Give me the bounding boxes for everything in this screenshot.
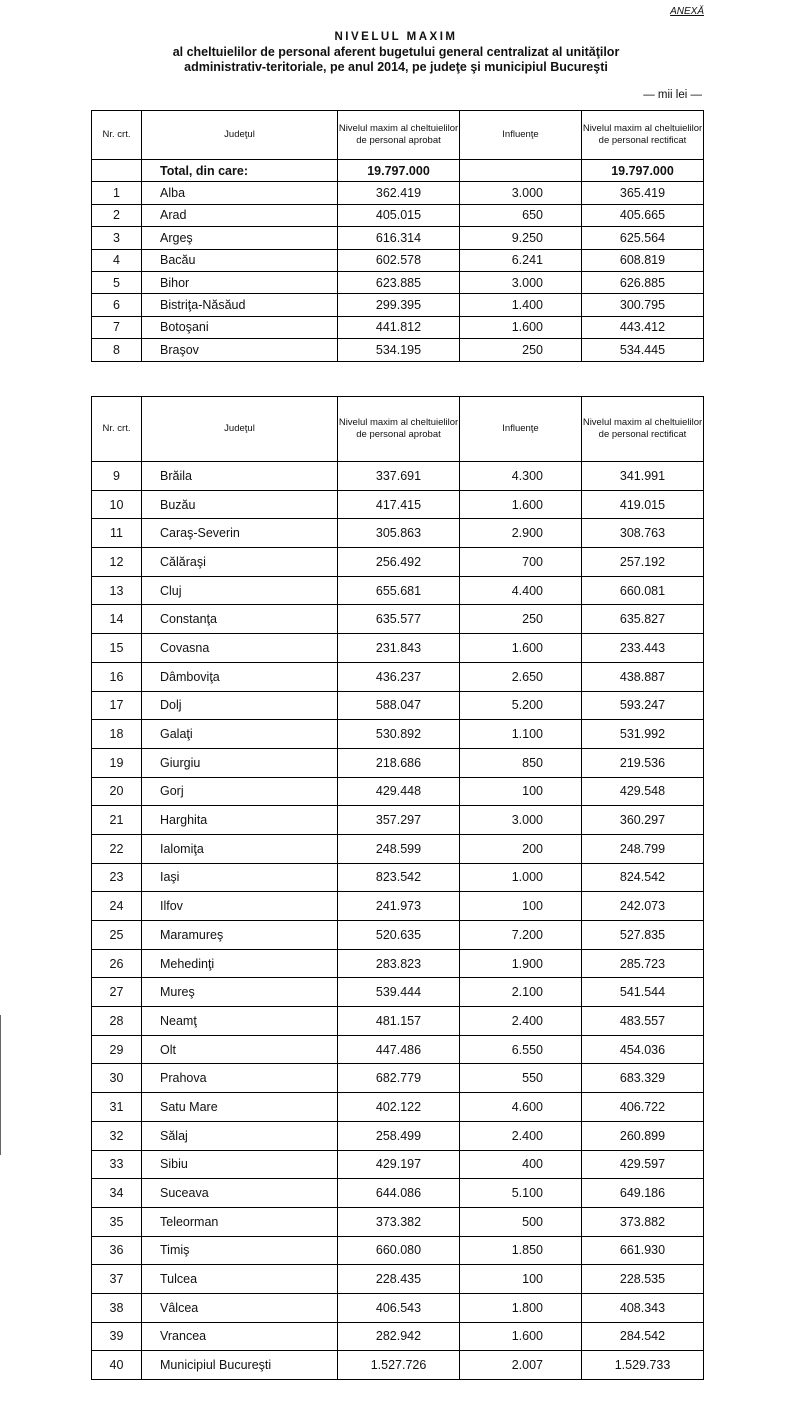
row-rectificat: 626.885 (582, 271, 704, 293)
row-aprobat: 441.812 (338, 316, 460, 338)
row-judet: Teleorman (142, 1207, 338, 1236)
row-aprobat: 635.577 (338, 605, 460, 634)
row-judet: Cluj (142, 576, 338, 605)
table-row (92, 949, 704, 978)
row-aprobat: 588.047 (338, 691, 460, 720)
table-row (92, 605, 704, 634)
row-judet: Călăraşi (142, 548, 338, 577)
header-influente: Influenţe (460, 111, 582, 160)
row-influente: 550 (460, 1064, 582, 1093)
row-nr: 3 (92, 227, 142, 249)
row-nr: 24 (92, 892, 142, 921)
row-judet: Ilfov (142, 892, 338, 921)
row-judet: Suceava (142, 1179, 338, 1208)
table-row (92, 1007, 704, 1036)
row-rectificat: 285.723 (582, 949, 704, 978)
table-row (92, 227, 704, 249)
budget-table-part-1 (91, 110, 704, 362)
row-judet: Vrancea (142, 1322, 338, 1351)
row-aprobat: 256.492 (338, 548, 460, 577)
row-rectificat: 419.015 (582, 490, 704, 519)
row-nr: 6 (92, 294, 142, 316)
table-row (92, 892, 704, 921)
table-row (92, 271, 704, 293)
row-rectificat: 405.665 (582, 204, 704, 226)
row-aprobat: 231.843 (338, 634, 460, 663)
row-aprobat: 248.599 (338, 834, 460, 863)
row-influente: 1.600 (460, 316, 582, 338)
row-rectificat: 257.192 (582, 548, 704, 577)
unit-note: — mii lei — (643, 89, 702, 101)
row-aprobat: 429.197 (338, 1150, 460, 1179)
row-rectificat: 1.529.733 (582, 1351, 704, 1380)
row-nr: 23 (92, 863, 142, 892)
header-influente: Influenţe (460, 397, 582, 462)
row-influente: 100 (460, 777, 582, 806)
total-label: Total, din care: (142, 160, 338, 182)
row-nr: 22 (92, 834, 142, 863)
row-nr: 40 (92, 1351, 142, 1380)
row-nr: 21 (92, 806, 142, 835)
row-rectificat: 260.899 (582, 1121, 704, 1150)
row-influente: 100 (460, 892, 582, 921)
title-line-1: NIVELUL MAXIM (334, 31, 458, 43)
row-nr: 34 (92, 1179, 142, 1208)
row-nr: 4 (92, 249, 142, 271)
row-influente: 1.800 (460, 1293, 582, 1322)
row-aprobat: 682.779 (338, 1064, 460, 1093)
total-aprobat: 19.797.000 (338, 160, 460, 182)
row-influente: 4.600 (460, 1093, 582, 1122)
row-judet: Timiş (142, 1236, 338, 1265)
row-rectificat: 308.763 (582, 519, 704, 548)
row-aprobat: 1.527.726 (338, 1351, 460, 1380)
row-aprobat: 429.448 (338, 777, 460, 806)
row-influente: 6.241 (460, 249, 582, 271)
row-nr: 10 (92, 490, 142, 519)
row-influente: 1.000 (460, 863, 582, 892)
row-nr: 1 (92, 182, 142, 204)
row-judet: Gorj (142, 777, 338, 806)
row-judet: Maramureş (142, 921, 338, 950)
row-influente: 9.250 (460, 227, 582, 249)
row-aprobat: 520.635 (338, 921, 460, 950)
row-rectificat: 248.799 (582, 834, 704, 863)
row-judet: Prahova (142, 1064, 338, 1093)
row-influente: 2.900 (460, 519, 582, 548)
row-judet: Giurgiu (142, 748, 338, 777)
row-rectificat: 233.443 (582, 634, 704, 663)
row-judet: Covasna (142, 634, 338, 663)
row-rectificat: 649.186 (582, 1179, 704, 1208)
row-influente: 850 (460, 748, 582, 777)
row-rectificat: 408.343 (582, 1293, 704, 1322)
row-influente: 2.007 (460, 1351, 582, 1380)
row-influente: 700 (460, 548, 582, 577)
row-aprobat: 623.885 (338, 271, 460, 293)
header-rectificat: Nivelul maxim al cheltuielilor de personal rectificat (582, 397, 704, 462)
row-nr: 27 (92, 978, 142, 1007)
row-aprobat: 373.382 (338, 1207, 460, 1236)
table-row (92, 662, 704, 691)
table-row (92, 978, 704, 1007)
row-nr: 9 (92, 462, 142, 491)
row-influente: 4.300 (460, 462, 582, 491)
row-influente: 1.400 (460, 294, 582, 316)
row-judet: Olt (142, 1035, 338, 1064)
row-rectificat: 593.247 (582, 691, 704, 720)
table-row (92, 1351, 704, 1380)
row-judet: Brăila (142, 462, 338, 491)
row-rectificat: 534.445 (582, 339, 704, 361)
row-influente: 1.900 (460, 949, 582, 978)
row-rectificat: 360.297 (582, 806, 704, 835)
row-aprobat: 305.863 (338, 519, 460, 548)
row-rectificat: 429.548 (582, 777, 704, 806)
row-aprobat: 823.542 (338, 863, 460, 892)
table-row (92, 748, 704, 777)
table-row (92, 921, 704, 950)
row-rectificat: 242.073 (582, 892, 704, 921)
row-rectificat: 824.542 (582, 863, 704, 892)
row-judet: Mehedinţi (142, 949, 338, 978)
row-judet: Bihor (142, 271, 338, 293)
row-judet: Arad (142, 204, 338, 226)
document-title (90, 30, 702, 75)
row-judet: Dâmboviţa (142, 662, 338, 691)
row-judet: Argeş (142, 227, 338, 249)
row-rectificat: 365.419 (582, 182, 704, 204)
budget-table-part-2 (91, 396, 704, 1380)
row-influente: 250 (460, 605, 582, 634)
row-judet: Mureş (142, 978, 338, 1007)
row-nr: 32 (92, 1121, 142, 1150)
table-header-row (92, 111, 704, 160)
title-line-3: administrativ-teritoriale, pe anul 2014, pe judeţe şi municipiul Bucureşti (184, 60, 608, 74)
row-aprobat: 530.892 (338, 720, 460, 749)
table-row (92, 182, 704, 204)
row-judet: Harghita (142, 806, 338, 835)
row-rectificat: 483.557 (582, 1007, 704, 1036)
row-influente: 1.600 (460, 490, 582, 519)
table-row (92, 316, 704, 338)
row-rectificat: 300.795 (582, 294, 704, 316)
row-rectificat: 454.036 (582, 1035, 704, 1064)
table-row (92, 204, 704, 226)
table-row (92, 1207, 704, 1236)
header-nr: Nr. crt. (92, 111, 142, 160)
row-influente: 3.000 (460, 271, 582, 293)
row-nr: 36 (92, 1236, 142, 1265)
title-line-2: al cheltuielilor de personal aferent bugetului general centralizat al unităţilor (172, 45, 620, 59)
row-aprobat: 406.543 (338, 1293, 460, 1322)
table-row (92, 806, 704, 835)
total-rectificat: 19.797.000 (582, 160, 704, 182)
table-row (92, 834, 704, 863)
table-row (92, 1293, 704, 1322)
header-judet: Judeţul (142, 397, 338, 462)
row-aprobat: 644.086 (338, 1179, 460, 1208)
table-row (92, 634, 704, 663)
row-nr: 33 (92, 1150, 142, 1179)
row-nr: 15 (92, 634, 142, 663)
row-judet: Ialomiţa (142, 834, 338, 863)
row-aprobat: 357.297 (338, 806, 460, 835)
row-rectificat: 683.329 (582, 1064, 704, 1093)
row-judet: Dolj (142, 691, 338, 720)
row-rectificat: 228.535 (582, 1265, 704, 1294)
table-row (92, 548, 704, 577)
row-nr: 5 (92, 271, 142, 293)
row-aprobat: 655.681 (338, 576, 460, 605)
row-aprobat: 337.691 (338, 462, 460, 491)
header-aprobat: Nivelul maxim al cheltuielilor de personal aprobat (338, 397, 460, 462)
row-aprobat: 228.435 (338, 1265, 460, 1294)
table-row (92, 462, 704, 491)
row-rectificat: 541.544 (582, 978, 704, 1007)
row-influente: 1.600 (460, 634, 582, 663)
row-nr: 14 (92, 605, 142, 634)
row-judet: Alba (142, 182, 338, 204)
row-nr: 2 (92, 204, 142, 226)
row-aprobat: 660.080 (338, 1236, 460, 1265)
row-nr: 17 (92, 691, 142, 720)
row-judet: Bistriţa-Năsăud (142, 294, 338, 316)
row-judet: Constanţa (142, 605, 338, 634)
row-rectificat: 527.835 (582, 921, 704, 950)
row-aprobat: 602.578 (338, 249, 460, 271)
row-influente: 4.400 (460, 576, 582, 605)
row-judet: Caraş-Severin (142, 519, 338, 548)
row-influente: 7.200 (460, 921, 582, 950)
row-influente: 400 (460, 1150, 582, 1179)
row-nr: 19 (92, 748, 142, 777)
row-nr: 37 (92, 1265, 142, 1294)
row-rectificat: 443.412 (582, 316, 704, 338)
row-influente: 100 (460, 1265, 582, 1294)
table-row (92, 1064, 704, 1093)
row-rectificat: 438.887 (582, 662, 704, 691)
page-edge-line (0, 1015, 1, 1155)
row-influente: 250 (460, 339, 582, 361)
row-nr: 25 (92, 921, 142, 950)
table-row (92, 1236, 704, 1265)
row-judet: Neamţ (142, 1007, 338, 1036)
row-influente: 2.100 (460, 978, 582, 1007)
row-influente: 1.850 (460, 1236, 582, 1265)
row-judet: Iaşi (142, 863, 338, 892)
row-aprobat: 258.499 (338, 1121, 460, 1150)
row-judet: Buzău (142, 490, 338, 519)
table-row (92, 339, 704, 361)
row-aprobat: 481.157 (338, 1007, 460, 1036)
row-nr: 16 (92, 662, 142, 691)
row-nr: 13 (92, 576, 142, 605)
header-nr: Nr. crt. (92, 397, 142, 462)
row-nr: 11 (92, 519, 142, 548)
row-nr: 20 (92, 777, 142, 806)
row-influente: 6.550 (460, 1035, 582, 1064)
row-rectificat: 284.542 (582, 1322, 704, 1351)
row-rectificat: 661.930 (582, 1236, 704, 1265)
row-aprobat: 402.122 (338, 1093, 460, 1122)
row-aprobat: 616.314 (338, 227, 460, 249)
table-row (92, 1035, 704, 1064)
row-aprobat: 283.823 (338, 949, 460, 978)
table-row (92, 863, 704, 892)
table-row (92, 249, 704, 271)
row-influente: 2.650 (460, 662, 582, 691)
row-rectificat: 608.819 (582, 249, 704, 271)
row-aprobat: 241.973 (338, 892, 460, 921)
row-nr: 26 (92, 949, 142, 978)
row-influente: 1.100 (460, 720, 582, 749)
row-judet: Bacău (142, 249, 338, 271)
table-row (92, 691, 704, 720)
row-nr: 12 (92, 548, 142, 577)
row-judet: Sibiu (142, 1150, 338, 1179)
row-rectificat: 660.081 (582, 576, 704, 605)
row-rectificat: 429.597 (582, 1150, 704, 1179)
row-nr: 7 (92, 316, 142, 338)
row-influente: 3.000 (460, 182, 582, 204)
row-influente: 500 (460, 1207, 582, 1236)
row-aprobat: 299.395 (338, 294, 460, 316)
row-judet: Vâlcea (142, 1293, 338, 1322)
row-aprobat: 362.419 (338, 182, 460, 204)
table-row (92, 1179, 704, 1208)
row-judet: Galaţi (142, 720, 338, 749)
row-aprobat: 218.686 (338, 748, 460, 777)
row-judet: Botoşani (142, 316, 338, 338)
table-row (92, 576, 704, 605)
row-influente: 2.400 (460, 1007, 582, 1036)
row-influente: 650 (460, 204, 582, 226)
row-rectificat: 625.564 (582, 227, 704, 249)
table-row (92, 1093, 704, 1122)
row-aprobat: 282.942 (338, 1322, 460, 1351)
row-rectificat: 219.536 (582, 748, 704, 777)
row-aprobat: 534.195 (338, 339, 460, 361)
row-judet: Braşov (142, 339, 338, 361)
table-row (92, 720, 704, 749)
table-row (92, 1265, 704, 1294)
row-nr: 18 (92, 720, 142, 749)
row-influente: 3.000 (460, 806, 582, 835)
total-influente (460, 160, 582, 182)
header-judet: Judeţul (142, 111, 338, 160)
table-row (92, 490, 704, 519)
row-influente: 200 (460, 834, 582, 863)
row-influente: 5.200 (460, 691, 582, 720)
table-header-row (92, 397, 704, 462)
row-aprobat: 447.486 (338, 1035, 460, 1064)
row-nr: 35 (92, 1207, 142, 1236)
header-aprobat: Nivelul maxim al cheltuielilor de personal aprobat (338, 111, 460, 160)
row-judet: Tulcea (142, 1265, 338, 1294)
row-influente: 5.100 (460, 1179, 582, 1208)
row-rectificat: 406.722 (582, 1093, 704, 1122)
row-aprobat: 436.237 (338, 662, 460, 691)
row-nr: 31 (92, 1093, 142, 1122)
row-rectificat: 341.991 (582, 462, 704, 491)
table-row (92, 1150, 704, 1179)
row-nr: 39 (92, 1322, 142, 1351)
row-nr: 38 (92, 1293, 142, 1322)
row-judet: Satu Mare (142, 1093, 338, 1122)
row-nr: 8 (92, 339, 142, 361)
total-row (92, 160, 704, 182)
row-nr: 29 (92, 1035, 142, 1064)
row-judet: Sălaj (142, 1121, 338, 1150)
table-row (92, 1322, 704, 1351)
row-judet: Municipiul Bucureşti (142, 1351, 338, 1380)
row-aprobat: 405.015 (338, 204, 460, 226)
row-influente: 1.600 (460, 1322, 582, 1351)
table-row (92, 294, 704, 316)
table-row (92, 519, 704, 548)
row-aprobat: 417.415 (338, 490, 460, 519)
row-influente: 2.400 (460, 1121, 582, 1150)
annex-label: ANEXĂ (670, 6, 704, 17)
row-nr: 28 (92, 1007, 142, 1036)
row-rectificat: 635.827 (582, 605, 704, 634)
header-rectificat: Nivelul maxim al cheltuielilor de personal rectificat (582, 111, 704, 160)
row-rectificat: 531.992 (582, 720, 704, 749)
row-aprobat: 539.444 (338, 978, 460, 1007)
row-rectificat: 373.882 (582, 1207, 704, 1236)
table-row (92, 1121, 704, 1150)
table-row (92, 777, 704, 806)
row-nr: 30 (92, 1064, 142, 1093)
